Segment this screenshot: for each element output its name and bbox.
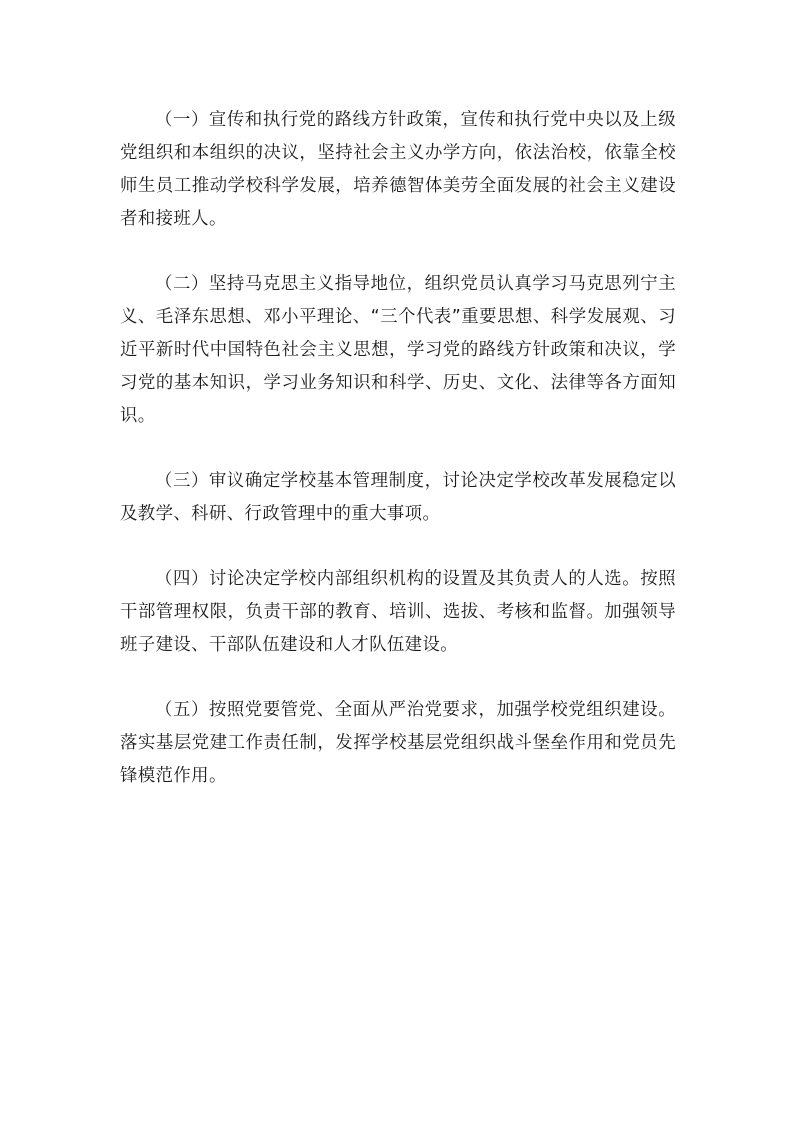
paragraph-3: （三）审议确定学校基本管理制度，讨论决定学校改革发展稳定以及教学、科研、行政管理中的重大事项。 (120, 471, 676, 524)
paragraph-2: （二）坚持马克思主义指导地位，组织党员认真学习马克思列宁主义、毛泽东思想、邓小平理论、“三个代表”重要思想、科学发展观、习近平新时代中国特色社会主义思想，学习党的路线方针政策和决议，学习党的基本知识，学习业务知识和科学、历史、文化、法律等各方面知识。 (120, 274, 676, 426)
paragraph-4: （四）讨论决定学校内部组织机构的设置及其负责人的人选。按照干部管理权限，负责干部的教育、培训、选拔、考核和监督。加强领导班子建设、干部队伍建设和人才队伍建设。 (120, 569, 676, 655)
paragraph-5: （五）按照党要管党、全面从严治党要求，加强学校党组织建设。落实基层党建工作责任制，发挥学校基层党组织战斗堡垒作用和党员先锋模范作用。 (120, 700, 676, 786)
paragraph-1: （一）宣传和执行党的路线方针政策，宣传和执行党中央以及上级党组织和本组织的决议，坚持社会主义办学方向，依法治校，依靠全校师生员工推动学校科学发展，培养德智体美劳全面发展的社会主义建设者和接班人。 (120, 110, 676, 229)
document-body (120, 104, 676, 793)
